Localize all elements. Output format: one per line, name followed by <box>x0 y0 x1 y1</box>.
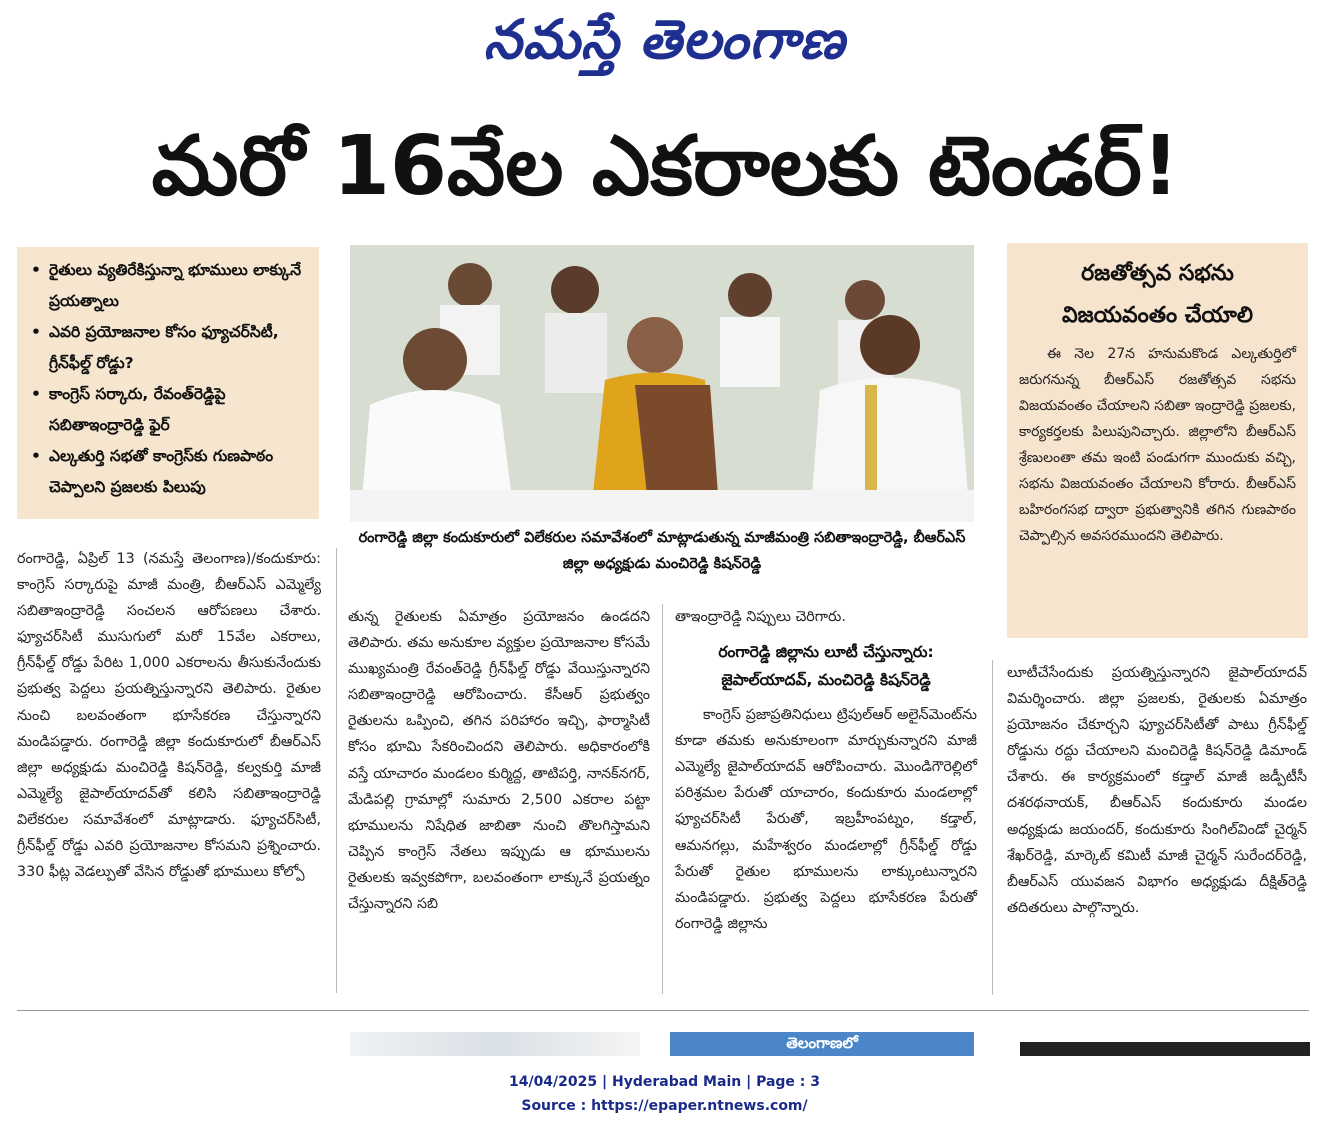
column-divider <box>662 604 663 994</box>
sidebox-title-line1: రజతోత్సవ సభను <box>1081 261 1234 286</box>
column-divider <box>336 548 337 993</box>
column-3-lead: తాఇంద్రారెడ్డి నిప్పులు చెరిగారు. <box>675 609 846 625</box>
column-4-text: లూటీచేసేందుకు ప్రయత్నిస్తున్నారని జైపాల్‌యాదవ్ విమర్శించారు. జిల్లా ప్రజలకు, రైతులకు ఏమాత్రం ప్రయోజనం చేకూర్చని ఫ్యూచర్‌సిటీతో పాటు గ్రీన్‌ఫీల్డ్ రోడ్డును రద్దు చేయాలని మంచిరెడ్డి కిషన్‌రెడ్డి డిమాండ్ చేశారు. ఈ కార్యక్రమంలో కడ్తాల్ మాజీ జడ్పీటీసీ దశరథనాయక్, బీఆర్‌ఎస్ కందుకూరు మండల అధ్యక్షుడు జయందర్, కందుకూరు సింగిల్‌విండో చైర్మన్ శేఖర్‌రెడ్డి, మార్కెట్ కమిటీ మాజీ చైర్మన్ సురేందర్‌రెడ్డి, బీఆర్‌ఎస్ యువజన విభాగం అధ్యక్షుడు దీక్షిత్‌రెడ్డి తదితరులు పాల్గొన్నారు. <box>1007 665 1307 916</box>
article-column-2 <box>348 604 650 917</box>
next-story-headline-fragment <box>1020 1042 1310 1056</box>
masthead-logo: నమస్తే తెలంగాణ <box>483 8 846 71</box>
subheading-line1: రంగారెడ్డి జిల్లాను లూటీ చేస్తున్నారు: <box>718 643 934 662</box>
footer-area <box>0 1056 1329 1136</box>
highlights-box <box>17 247 319 519</box>
article-column-1 <box>17 546 321 885</box>
highlight-item: • ఎవరి ప్రయోజనాల కోసం ఫ్యూచర్‌సిటీ, గ్రీన్‌ఫీల్డ్ రోడ్డు? <box>49 317 309 379</box>
photo-caption: రంగారెడ్డి జిల్లా కందుకూరులో విలేకరుల సమావేశంలో మాట్లాడుతున్న మాజీమంత్రి సబితాఇంద్రారెడ్డి, బీఆర్‌ఎస్ జిల్లా అధ్యక్షుడు మంచిరెడ్డి కిషన్‌రెడ్డి <box>358 530 966 572</box>
sidebox-title-line2: విజయవంతం చేయాలి <box>1062 303 1253 328</box>
next-story-image <box>350 1032 640 1056</box>
column-2-text: తున్న రైతులకు ఏమాత్రం ప్రయోజనం ఉండదని తెలిపారు. తమ అనుకూల వ్యక్తుల ప్రయోజనాల కోసమే ముఖ్యమంత్రి రేవంత్‌రెడ్డి గ్రీన్‌ఫీల్డ్ రోడ్డు వేయిస్తున్నారని సబితాఇంద్రారెడ్డి ఆరోపించారు. కేసీఆర్ ప్రభుత్వం రైతులను ఒప్పించి, తగిన పరిహారం ఇచ్చి, ఫార్మాసిటీ కోసం భూమి సేకరించిందని తెలిపారు. అధికారంలోకి వస్తే యాచారం మండలం కుర్మిద్ద, తాటిపర్తి, నానక్‌నగర్, మేడిపల్లి గ్రామాల్లో సుమారు 2,500 ఎకరాల పట్టా భూములను నిషేధిత జాబితా నుంచి తొలగిస్తామని చెప్పిన కాంగ్రెస్ నేతలు ఇప్పుడు ఆ భూములను రైతులకు ఇవ్వకపోగా, బలవంతంగా లాక్కునే ప్రయత్నం చేస్తున్నారని సబి <box>348 609 650 913</box>
article-column-3 <box>675 604 977 937</box>
article-column-4 <box>1007 660 1307 921</box>
highlight-item: • కాంగ్రెస్ సర్కారు, రేవంత్‌రెడ్డిపై సబితాఇంద్రారెడ్డి ఫైర్ <box>49 379 309 441</box>
column-divider <box>992 660 993 995</box>
highlight-item: • ఎల్కతుర్తి సభతో కాంగ్రెస్‌కు గుణపాఠం చెప్పాలని ప్రజలకు పిలుపు <box>49 441 309 503</box>
next-story-tag: తెలంగాణలో <box>670 1032 974 1056</box>
footer-edition-info: 14/04/2025 | Hyderabad Main | Page : 3 <box>508 1074 821 1090</box>
photo-illustration <box>350 245 974 522</box>
page-divider <box>17 1010 1309 1011</box>
highlight-item: • రైతులు వ్యతిరేకిస్తున్నా భూములు లాక్కునే ప్రయత్నాలు <box>49 255 309 317</box>
column-1-text: రంగారెడ్డి, ఏప్రిల్ 13 (నమస్తే తెలంగాణ)/కందుకూరు: కాంగ్రెస్ సర్కారుపై మాజీ మంత్రి, బీఆర్‌ఎస్ ఎమ్మెల్యే సబితాఇంద్రారెడ్డి సంచలన ఆరోపణలు చేశారు. ఫ్యూచర్‌సిటీ ముసుగులో మరో 15వేల ఎకరాలు, గ్రీన్‌ఫీల్డ్ రోడ్డు పేరిట 1,000 ఎకరాలను తీసుకునేందుకు ప్రభుత్వ పెద్దలు ప్రయత్నిస్తున్నారని తెలిపారు. రైతుల నుంచి బలవంతంగా భూసేకరణ చేస్తున్నారని మండిపడ్డారు. రంగారెడ్డి జిల్లా కందుకూరులో బీఆర్‌ఎస్ జిల్లా అధ్యక్షుడు మంచిరెడ్డి కిషన్‌రెడ్డి, కల్వకుర్తి మాజీ ఎమ్మెల్యే జైపాల్‌యాదవ్‌తో కలిసి సబితాఇంద్రారెడ్డి విలేకరుల సమావేశంలో మాట్లాడారు. ఫ్యూచర్‌సిటీ, గ్రీన్‌ఫీల్డ్ రోడ్డు ఎవరి ప్రయోజనాల కోసమని ప్రశ్నించారు. 330 ఫీట్ల వెడల్పుతో వేసిన రోడ్డుతో భూములు కోల్పో <box>17 551 321 881</box>
sidebox-body: ఈ నెల 27న హనుమకొండ ఎల్కతుర్తిలో జరుగనున్న బీఆర్‌ఎస్ రజతోత్సవ సభను విజయవంతం చేయాలని సబితా ఇంద్రారెడ్డి ప్రజలకు, కార్యకర్తలకు పిలుపునిచ్చారు. జిల్లాలోని బీఆర్‌ఎస్ శ్రేణులంతా తమ ఇంటి పండుగగా ముందుకు వచ్చి, సభను విజయవంతం చేయాలని కోరారు. బీఆర్‌ఎస్ బహిరంగసభ ద్వారా ప్రభుత్వానికి తగిన గుణపాఠం చెప్పాల్సిన అవసరముందని తెలిపారు. <box>1019 346 1296 544</box>
press-meet-photo <box>350 245 974 522</box>
subheading-line2: జైపాల్‌యాదవ్, మంచిరెడ్డి కిషన్‌రెడ్డి <box>721 671 931 690</box>
column-3-text: కాంగ్రెస్ ప్రజాప్రతినిధులు ట్రిపుల్‌ఆర్ అలైన్‌మెంట్‌ను కూడా తమకు అనుకూలంగా మార్చుకున్నారని మాజీ ఎమ్మెల్యే జైపాల్‌యాదవ్ ఆరోపించారు. మొండిగౌరెల్లిలో పరిశ్రమల పేరుతో యాచారం, కందుకూరు మండలాల్లో ఫ్యూచర్‌సిటీ పేరుతో, ఇబ్రహీంపట్నం, కడ్తాల్, ఆమనగల్లు, మహేశ్వరం మండలాల్లో గ్రీన్‌ఫీల్డ్ రోడ్డు పేరుతో రైతుల భూములను లాక్కుంటున్నారని మండిపడ్డారు. ప్రభుత్వ పెద్దలు భూసేకరణ పేరుతో రంగారెడ్డి జిల్లాను <box>675 707 977 932</box>
page-headline: మరో 16వేల ఎకరాలకు టెండర్! <box>151 119 1180 214</box>
sidebar-story-box <box>1007 243 1308 638</box>
footer-source-link[interactable]: Source : https://epaper.ntnews.com/ <box>521 1098 808 1114</box>
